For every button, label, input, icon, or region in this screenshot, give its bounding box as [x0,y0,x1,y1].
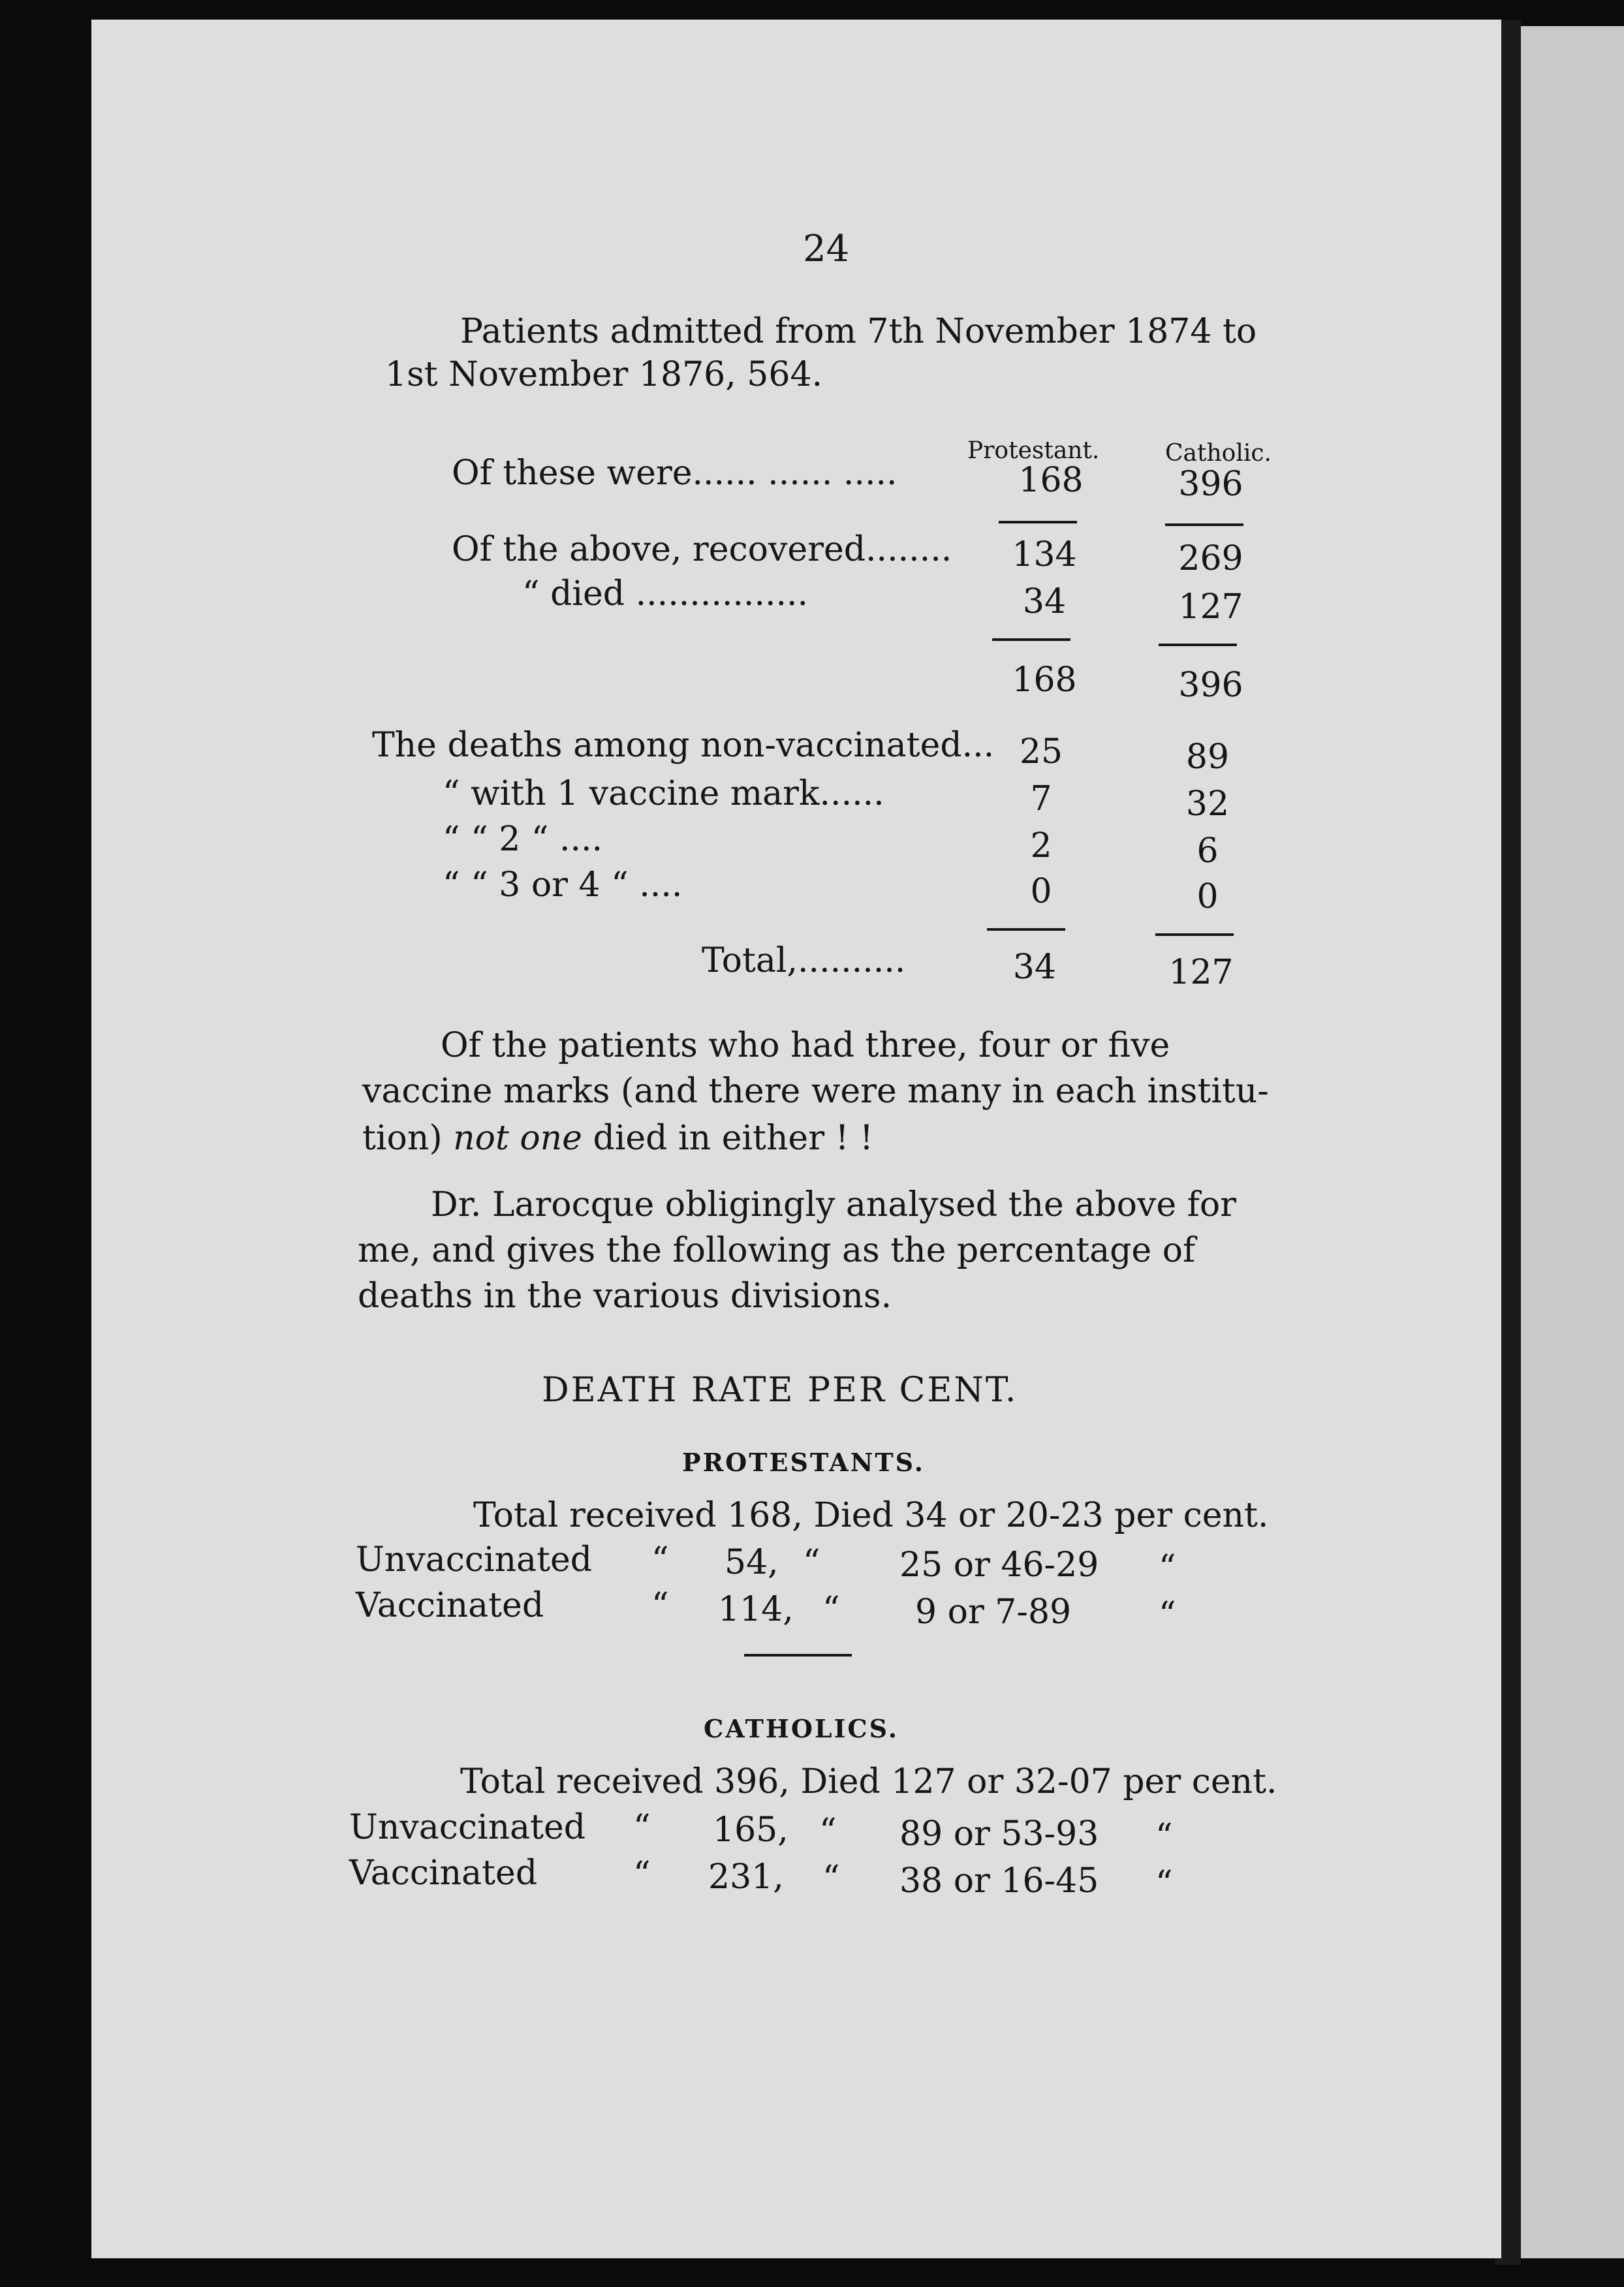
paragraph-1-line-2: vaccine marks (and there were many in each institu- [362,1072,1269,1111]
catholics-unvaccinated-ditto-2: “ [819,1812,837,1851]
protestants-vaccinated-label: Vaccinated [356,1586,544,1625]
deaths-nonvaccinated-protestant: 25 [1019,732,1063,771]
paragraph-1-line-3-start: tion) [362,1119,443,1158]
outcome-died-catholic: 127 [1178,587,1243,627]
page-number: 24 [803,228,850,270]
paragraph-1-line-1: Of the patients who had three, four or five [441,1026,1170,1065]
outcome-recovered-catholic: 269 [1178,539,1243,578]
deaths-1-mark-catholic: 32 [1185,785,1230,824]
rule-catholic-1 [1165,523,1243,526]
next-page-edge [1521,26,1624,2258]
deaths-1-mark-protestant: 7 [1030,779,1052,818]
deaths-total-catholic: 127 [1168,953,1234,992]
deaths-nonvaccinated-catholic: 89 [1185,738,1230,777]
catholics-vaccinated-ditto-3: “ [1155,1864,1173,1903]
deaths-3-4-marks-catholic: 0 [1196,877,1219,916]
protestants-unvaccinated-received: 54, [725,1543,779,1582]
column-header-catholic: Catholic. [1165,440,1272,467]
protestants-vaccinated-ditto-1: “ [651,1586,669,1625]
outcome-recovered-label: Of the above, recovered........ [452,530,952,569]
catholics-vaccinated-received: 231, [708,1858,784,1897]
catholics-unvaccinated-label: Unvaccinated [349,1808,586,1847]
deaths-2-marks-catholic: 6 [1196,832,1219,871]
rule-catholic-2 [1159,644,1237,646]
catholics-heading: CATHOLICS. [704,1714,899,1743]
intro-line-2: 1st November 1876, 564. [385,355,823,394]
protestants-unvaccinated-ditto-2: “ [803,1543,820,1582]
outcome-total-catholic: 396 [1178,666,1243,705]
section-divider [744,1654,852,1657]
deaths-1-mark-label: “ with 1 vaccine mark...... [443,774,884,813]
paragraph-1-emphasis: not one [453,1119,582,1158]
deaths-total-protestant: 34 [1012,948,1057,987]
catholics-unvaccinated-died: 89 or 53-93 [899,1814,1099,1854]
deaths-total-label: Total,.......... [702,941,906,980]
paragraph-1-line-3-end: died in either ! ! [593,1119,873,1158]
protestants-unvaccinated-died: 25 or 46-29 [899,1546,1099,1585]
catholics-unvaccinated-ditto-1: “ [633,1808,651,1847]
admissions-label: Of these were...... ...... ..... [452,454,898,493]
protestants-heading: PROTESTANTS. [682,1448,925,1477]
protestants-unvaccinated-ditto-1: “ [651,1540,669,1579]
catholics-total: Total received 396, Died 127 or 32-07 per cent. [460,1762,1277,1801]
catholics-unvaccinated-received: 165, [713,1811,789,1850]
catholics-vaccinated-died: 38 or 16-45 [899,1861,1099,1901]
deaths-2-marks-protestant: 2 [1030,826,1052,865]
protestants-vaccinated-ditto-2: “ [822,1590,840,1629]
paragraph-1-line-3 [362,1119,873,1158]
rule-protestant-2 [992,638,1070,641]
catholics-unvaccinated-ditto-3: “ [1155,1817,1173,1856]
rule-catholic-3 [1155,933,1234,936]
protestants-vaccinated-ditto-3: “ [1159,1595,1176,1634]
catholics-vaccinated-label: Vaccinated [349,1854,538,1893]
paragraph-2-line-1: Dr. Larocque obligingly analysed the above for [431,1185,1237,1224]
death-rate-heading: DEATH RATE PER CENT. [542,1371,1018,1410]
outcome-recovered-protestant: 134 [1012,535,1077,574]
catholics-vaccinated-ditto-2: “ [822,1859,840,1898]
admissions-catholic: 396 [1178,465,1243,504]
rule-protestant-1 [999,521,1077,523]
protestants-vaccinated-received: 114, [718,1590,794,1629]
deaths-3-4-marks-protestant: 0 [1030,872,1052,911]
deaths-3-4-marks-label: “ “ 3 or 4 “ .... [443,865,683,905]
catholics-vaccinated-ditto-1: “ [633,1855,651,1894]
admissions-protestant: 168 [1018,461,1084,500]
deaths-nonvaccinated-label: The deaths among non-vaccinated... [372,726,995,765]
outcome-died-protestant: 34 [1022,582,1067,621]
deaths-2-marks-label: “ “ 2 “ .... [443,820,603,859]
outcome-total-protestant: 168 [1012,661,1077,700]
paragraph-2-line-3: deaths in the various divisions. [358,1277,892,1316]
column-header-protestant: Protestant. [967,437,1100,464]
protestants-vaccinated-died: 9 or 7-89 [915,1593,1072,1632]
rule-protestant-3 [987,928,1065,931]
paragraph-2-line-2: me, and gives the following as the percentage of [358,1231,1196,1270]
protestants-unvaccinated-ditto-3: “ [1159,1548,1176,1587]
outcome-died-label: “ died ................ [522,574,809,614]
protestants-total: Total received 168, Died 34 or 20-23 per cent. [473,1496,1269,1535]
intro-line-1: Patients admitted from 7th November 1874 to [460,312,1257,351]
document-page [91,20,1501,2258]
protestants-unvaccinated-label: Unvaccinated [356,1540,593,1579]
